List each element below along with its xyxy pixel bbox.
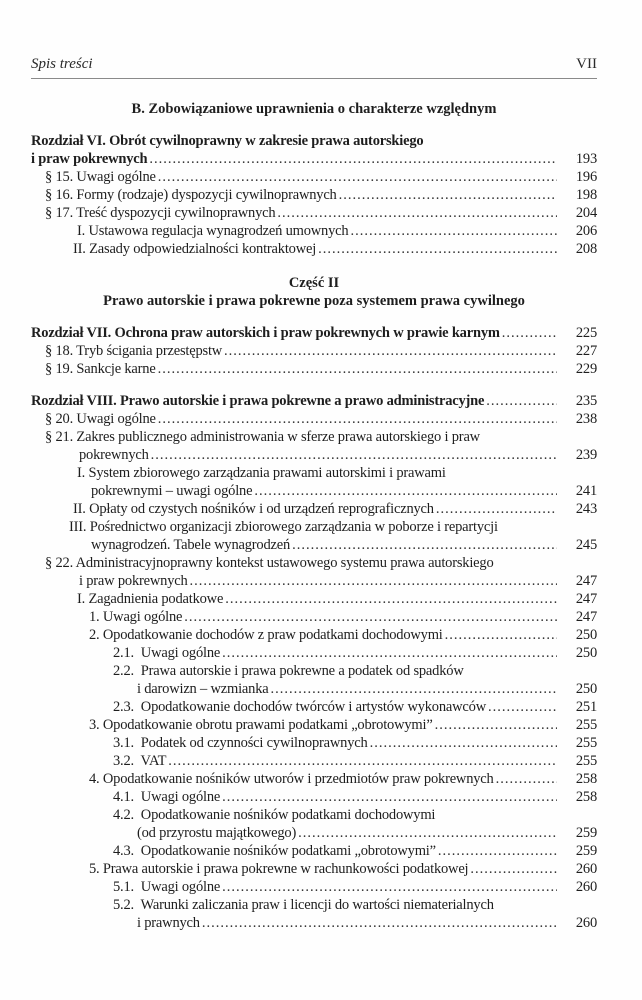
toc-entry-text: § 20. Uwagi ogólne <box>45 411 156 427</box>
toc-entry[interactable] <box>31 590 597 608</box>
dot-leader <box>225 590 557 608</box>
toc-entry-first-line: 2.2. Prawa autorskie i prawa pokrewne a podatek od spadków <box>113 663 464 679</box>
toc-entry-text: I. Ustawowa regulacja wynagrodzeń umownych <box>77 223 349 239</box>
dot-leader <box>350 222 557 240</box>
dot-leader <box>370 734 557 752</box>
toc-entry-text: 5.1. Uwagi ogólne <box>113 879 221 895</box>
toc-page-number: 250 <box>575 681 597 697</box>
toc-entry[interactable] <box>31 788 597 806</box>
dot-leader <box>224 342 557 360</box>
toc-entry-text: (od przyrostu majątkowego) <box>137 825 297 841</box>
toc-entry[interactable] <box>31 186 597 204</box>
table-of-contents <box>31 86 597 932</box>
running-head <box>31 56 597 79</box>
toc-entry-text: 2. Opodatkowanie dochodów z praw podatkami dochodowymi <box>89 627 443 643</box>
toc-entry-text: i praw pokrewnych <box>31 151 148 167</box>
toc-entry[interactable] <box>31 222 597 240</box>
toc-page-number: 260 <box>575 861 597 877</box>
toc-page-number: 229 <box>575 361 597 377</box>
toc-entry-text: i praw pokrewnych <box>79 573 188 589</box>
toc-entry[interactable] <box>31 240 597 258</box>
toc-entry[interactable] <box>31 716 597 734</box>
toc-page-number: 247 <box>575 591 597 607</box>
dot-leader <box>318 240 557 258</box>
toc-entry[interactable] <box>31 360 597 378</box>
dot-leader <box>222 878 557 896</box>
toc-entry-text: Rozdział VII. Ochrona praw autorskich i praw pokrewnych w prawie karnym <box>31 325 500 341</box>
dot-leader <box>502 324 557 342</box>
toc-entry-text: i darowizn – wzmianka <box>137 681 269 697</box>
toc-entry[interactable] <box>31 734 597 752</box>
dot-leader <box>158 168 557 186</box>
toc-page-number: 238 <box>575 411 597 427</box>
dot-leader <box>168 752 557 770</box>
toc-entry[interactable] <box>31 842 597 860</box>
toc-page-number: 243 <box>575 501 597 517</box>
toc-page-number: 204 <box>575 205 597 221</box>
dot-leader <box>292 536 557 554</box>
toc-entry[interactable] <box>31 464 597 500</box>
toc-page-number: 259 <box>575 825 597 841</box>
dot-leader <box>158 360 557 378</box>
toc-entry[interactable] <box>31 662 597 698</box>
toc-page-number: 255 <box>575 753 597 769</box>
toc-entry-first-line: III. Pośrednictwo organizacji zbiorowego zarządzania w poborze i repartycji <box>69 519 498 535</box>
dot-leader <box>436 500 557 518</box>
toc-entry[interactable] <box>31 698 597 716</box>
toc-entry-text: § 16. Formy (rodzaje) dyspozycji cywilnoprawnych <box>45 187 337 203</box>
toc-entry-text: 3.2. VAT <box>113 753 167 769</box>
toc-entry-chapter[interactable] <box>31 392 597 410</box>
toc-entry-text: § 17. Treść dyspozycji cywilnoprawnych <box>45 205 276 221</box>
toc-entry-first-line: 5.2. Warunki zaliczania praw i licencji do wartości niematerialnych <box>113 897 494 913</box>
toc-entry-text: I. Zagadnienia podatkowe <box>77 591 224 607</box>
toc-page-number: 260 <box>575 915 597 931</box>
toc-entry[interactable] <box>31 410 597 428</box>
toc-entry[interactable] <box>31 752 597 770</box>
toc-entry[interactable] <box>31 896 597 932</box>
toc-entry-text: II. Zasady odpowiedzialności kontraktowej <box>73 241 317 257</box>
toc-entry[interactable] <box>31 342 597 360</box>
toc-entry[interactable] <box>31 204 597 222</box>
toc-entry[interactable] <box>31 806 597 842</box>
dot-leader <box>271 680 558 698</box>
toc-entry[interactable] <box>31 500 597 518</box>
toc-page-number: 250 <box>575 627 597 643</box>
toc-entry-text: 3. Opodatkowanie obrotu prawami podatkami „obrotowymi” <box>89 717 433 733</box>
toc-page-number: 247 <box>575 573 597 589</box>
toc-entry-text: 1. Uwagi ogólne <box>89 609 183 625</box>
dot-leader <box>151 446 557 464</box>
toc-entry-text: Rozdział VIII. Prawo autorskie i prawa pokrewne a prawo administracyjne <box>31 393 485 409</box>
dot-leader <box>222 644 557 662</box>
toc-entry-text: 5. Prawa autorskie i prawa pokrewne w rachunkowości podatkowej <box>89 861 469 877</box>
toc-entry-chapter[interactable] <box>31 132 597 168</box>
toc-entry-text: § 19. Sankcje karne <box>45 361 156 377</box>
toc-page-number: 235 <box>575 393 597 409</box>
toc-page-number: 250 <box>575 645 597 661</box>
toc-entry-text: 4.1. Uwagi ogólne <box>113 789 221 805</box>
toc-entry-text: wynagrodzeń. Tabele wynagrodzeń <box>91 537 291 553</box>
toc-entry-text: i prawnych <box>137 915 200 931</box>
toc-entry-text: 2.1. Uwagi ogólne <box>113 645 221 661</box>
toc-entry-text: 4.3. Opodatkowanie nośników podatkami „obrotowymi” <box>113 843 436 859</box>
toc-page-number: 258 <box>575 789 597 805</box>
dot-leader <box>496 770 557 788</box>
toc-entry[interactable] <box>31 608 597 626</box>
toc-entry[interactable] <box>31 644 597 662</box>
dot-leader <box>486 392 557 410</box>
section-heading-b: B. Zobowiązaniowe uprawnienia o charakterze względnym <box>131 101 497 117</box>
toc-entry[interactable] <box>31 168 597 186</box>
toc-entry-text: pokrewnymi – uwagi ogólne <box>91 483 253 499</box>
dot-leader <box>158 410 557 428</box>
toc-page-number: 208 <box>575 241 597 257</box>
toc-entry-text: § 15. Uwagi ogólne <box>45 169 156 185</box>
dot-leader <box>298 824 557 842</box>
toc-entry-text: II. Opłaty od czystych nośników i od urządzeń reprograficznych <box>73 501 434 517</box>
toc-page-number: 206 <box>575 223 597 239</box>
toc-entry-first-line: § 22. Administracyjnoprawny kontekst ustawowego systemu prawa autorskiego <box>45 555 494 571</box>
dot-leader <box>488 698 557 716</box>
toc-page-number: 255 <box>575 735 597 751</box>
toc-entry[interactable] <box>31 878 597 896</box>
toc-entry-chapter[interactable] <box>31 324 597 342</box>
toc-page-number: 258 <box>575 771 597 787</box>
toc-entry-first-line: I. System zbiorowego zarządzania prawami autorskimi i prawami <box>77 465 446 481</box>
toc-entry-text: § 18. Tryb ścigania przestępstw <box>45 343 223 359</box>
toc-page-number: 193 <box>575 151 597 167</box>
toc-entry[interactable] <box>31 770 597 788</box>
toc-page-number: 259 <box>575 843 597 859</box>
page-folio: VII <box>576 56 597 72</box>
toc-entry-text: 3.1. Podatek od czynności cywilnoprawnych <box>113 735 368 751</box>
toc-page-number: 247 <box>575 609 597 625</box>
toc-entry[interactable] <box>31 626 597 644</box>
toc-page-number: 196 <box>575 169 597 185</box>
dot-leader <box>445 626 557 644</box>
part-title: Prawo autorskie i prawa pokrewne poza systemem prawa cywilnego <box>103 293 525 309</box>
toc-entry[interactable] <box>31 518 597 554</box>
toc-page-number: 255 <box>575 717 597 733</box>
part-label: Część II <box>288 275 340 291</box>
toc-page-number: 227 <box>575 343 597 359</box>
toc-page-number: 225 <box>575 325 597 341</box>
dot-leader <box>277 204 557 222</box>
toc-entry-text: 4. Opodatkowanie nośników utworów i przedmiotów praw pokrewnych <box>89 771 494 787</box>
toc-entry[interactable] <box>31 860 597 878</box>
dot-leader <box>470 860 557 878</box>
dot-leader <box>190 572 557 590</box>
dot-leader <box>222 788 557 806</box>
dot-leader <box>184 608 557 626</box>
toc-entry-first-line: § 21. Zakres publicznego administrowania w sferze prawa autorskiego i praw <box>45 429 480 445</box>
dot-leader <box>438 842 557 860</box>
dot-leader <box>254 482 557 500</box>
toc-entry-text: 2.3. Opodatkowanie dochodów twórców i artystów wykonawców <box>113 699 486 715</box>
dot-leader <box>339 186 557 204</box>
toc-page-number: 251 <box>575 699 597 715</box>
dot-leader <box>202 914 557 932</box>
toc-page-number: 245 <box>575 537 597 553</box>
toc-entry[interactable] <box>31 554 597 590</box>
toc-page-number: 260 <box>575 879 597 895</box>
dot-leader <box>149 150 557 168</box>
toc-entry-text: pokrewnych <box>79 447 149 463</box>
toc-entry[interactable] <box>31 428 597 464</box>
toc-page-number: 198 <box>575 187 597 203</box>
running-head-title: Spis treści <box>31 56 93 72</box>
toc-page-number: 241 <box>575 483 597 499</box>
dot-leader <box>435 716 557 734</box>
toc-entry-first-line: Rozdział VI. Obrót cywilnoprawny w zakresie prawa autorskiego <box>31 133 424 149</box>
toc-entry-first-line: 4.2. Opodatkowanie nośników podatkami dochodowymi <box>113 807 436 823</box>
toc-page-number: 239 <box>575 447 597 463</box>
